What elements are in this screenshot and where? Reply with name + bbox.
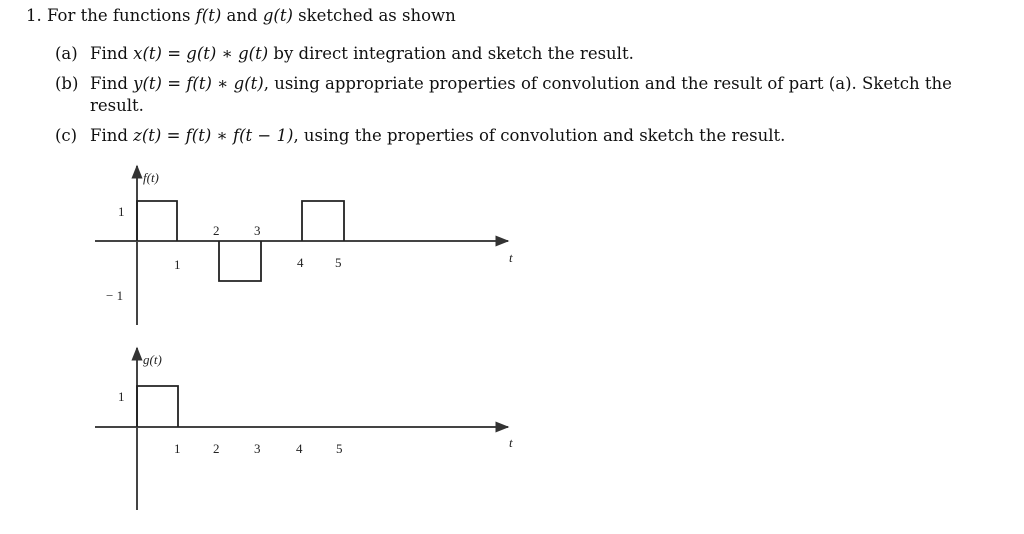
f-signal-pulse-1 xyxy=(137,201,177,241)
f-xtick-2: 2 xyxy=(213,223,220,238)
f-ylabel: f(t) xyxy=(143,170,159,185)
part-b-post: , using appropriate properties of convolution and the result of part (a). Sketch the xyxy=(263,74,952,93)
g-xlabel: t xyxy=(509,435,513,450)
g-xtick-5: 5 xyxy=(336,441,343,456)
part-c-expr: z(t) = f(t) ∗ f(t − 1) xyxy=(133,126,294,145)
g-signal-pulse xyxy=(137,386,178,427)
part-a-post: by direct integration and sketch the result. xyxy=(268,44,634,63)
intro-and: and xyxy=(221,6,263,25)
g-xtick-2: 2 xyxy=(213,441,220,456)
part-b-label: (b) xyxy=(55,74,79,93)
f-xlabel: t xyxy=(509,250,513,265)
f-ytick-pos: 1 xyxy=(118,204,125,219)
g-xtick-4: 4 xyxy=(296,441,303,456)
f-plot xyxy=(95,166,513,325)
intro-post: sketched as shown xyxy=(292,6,456,25)
f-signal-pulse-2 xyxy=(219,241,261,281)
part-b-expr: y(t) = f(t) ∗ g(t) xyxy=(133,74,264,93)
intro-pre: For the functions xyxy=(47,6,196,25)
part-a-pre: Find xyxy=(90,44,134,63)
g-ytick-pos: 1 xyxy=(118,389,125,404)
g-of-t: g(t) xyxy=(262,6,293,25)
f-signal-pulse-3 xyxy=(302,201,344,241)
f-xtick-5: 5 xyxy=(335,255,342,270)
f-xtick-4: 4 xyxy=(297,255,304,270)
g-plot xyxy=(95,348,513,510)
g-xtick-1: 1 xyxy=(174,441,181,456)
part-c-label: (c) xyxy=(55,126,78,145)
f-xtick-1: 1 xyxy=(174,257,181,272)
g-ylabel: g(t) xyxy=(143,352,162,367)
g-xtick-3: 3 xyxy=(254,441,261,456)
f-ytick-neg: − 1 xyxy=(106,288,124,303)
part-a-expr: x(t) = g(t) ∗ g(t) xyxy=(133,44,269,63)
part-c-post: , using the properties of convolution and sketch the result. xyxy=(293,126,786,145)
part-a-label: (a) xyxy=(55,44,78,63)
part-b-continuation: result. xyxy=(90,96,144,115)
part-c-pre: Find xyxy=(90,126,134,145)
problem-number: 1. xyxy=(26,6,42,25)
f-of-t: f(t) xyxy=(195,6,222,25)
part-b-pre: Find xyxy=(90,74,134,93)
f-xtick-3: 3 xyxy=(254,223,261,238)
